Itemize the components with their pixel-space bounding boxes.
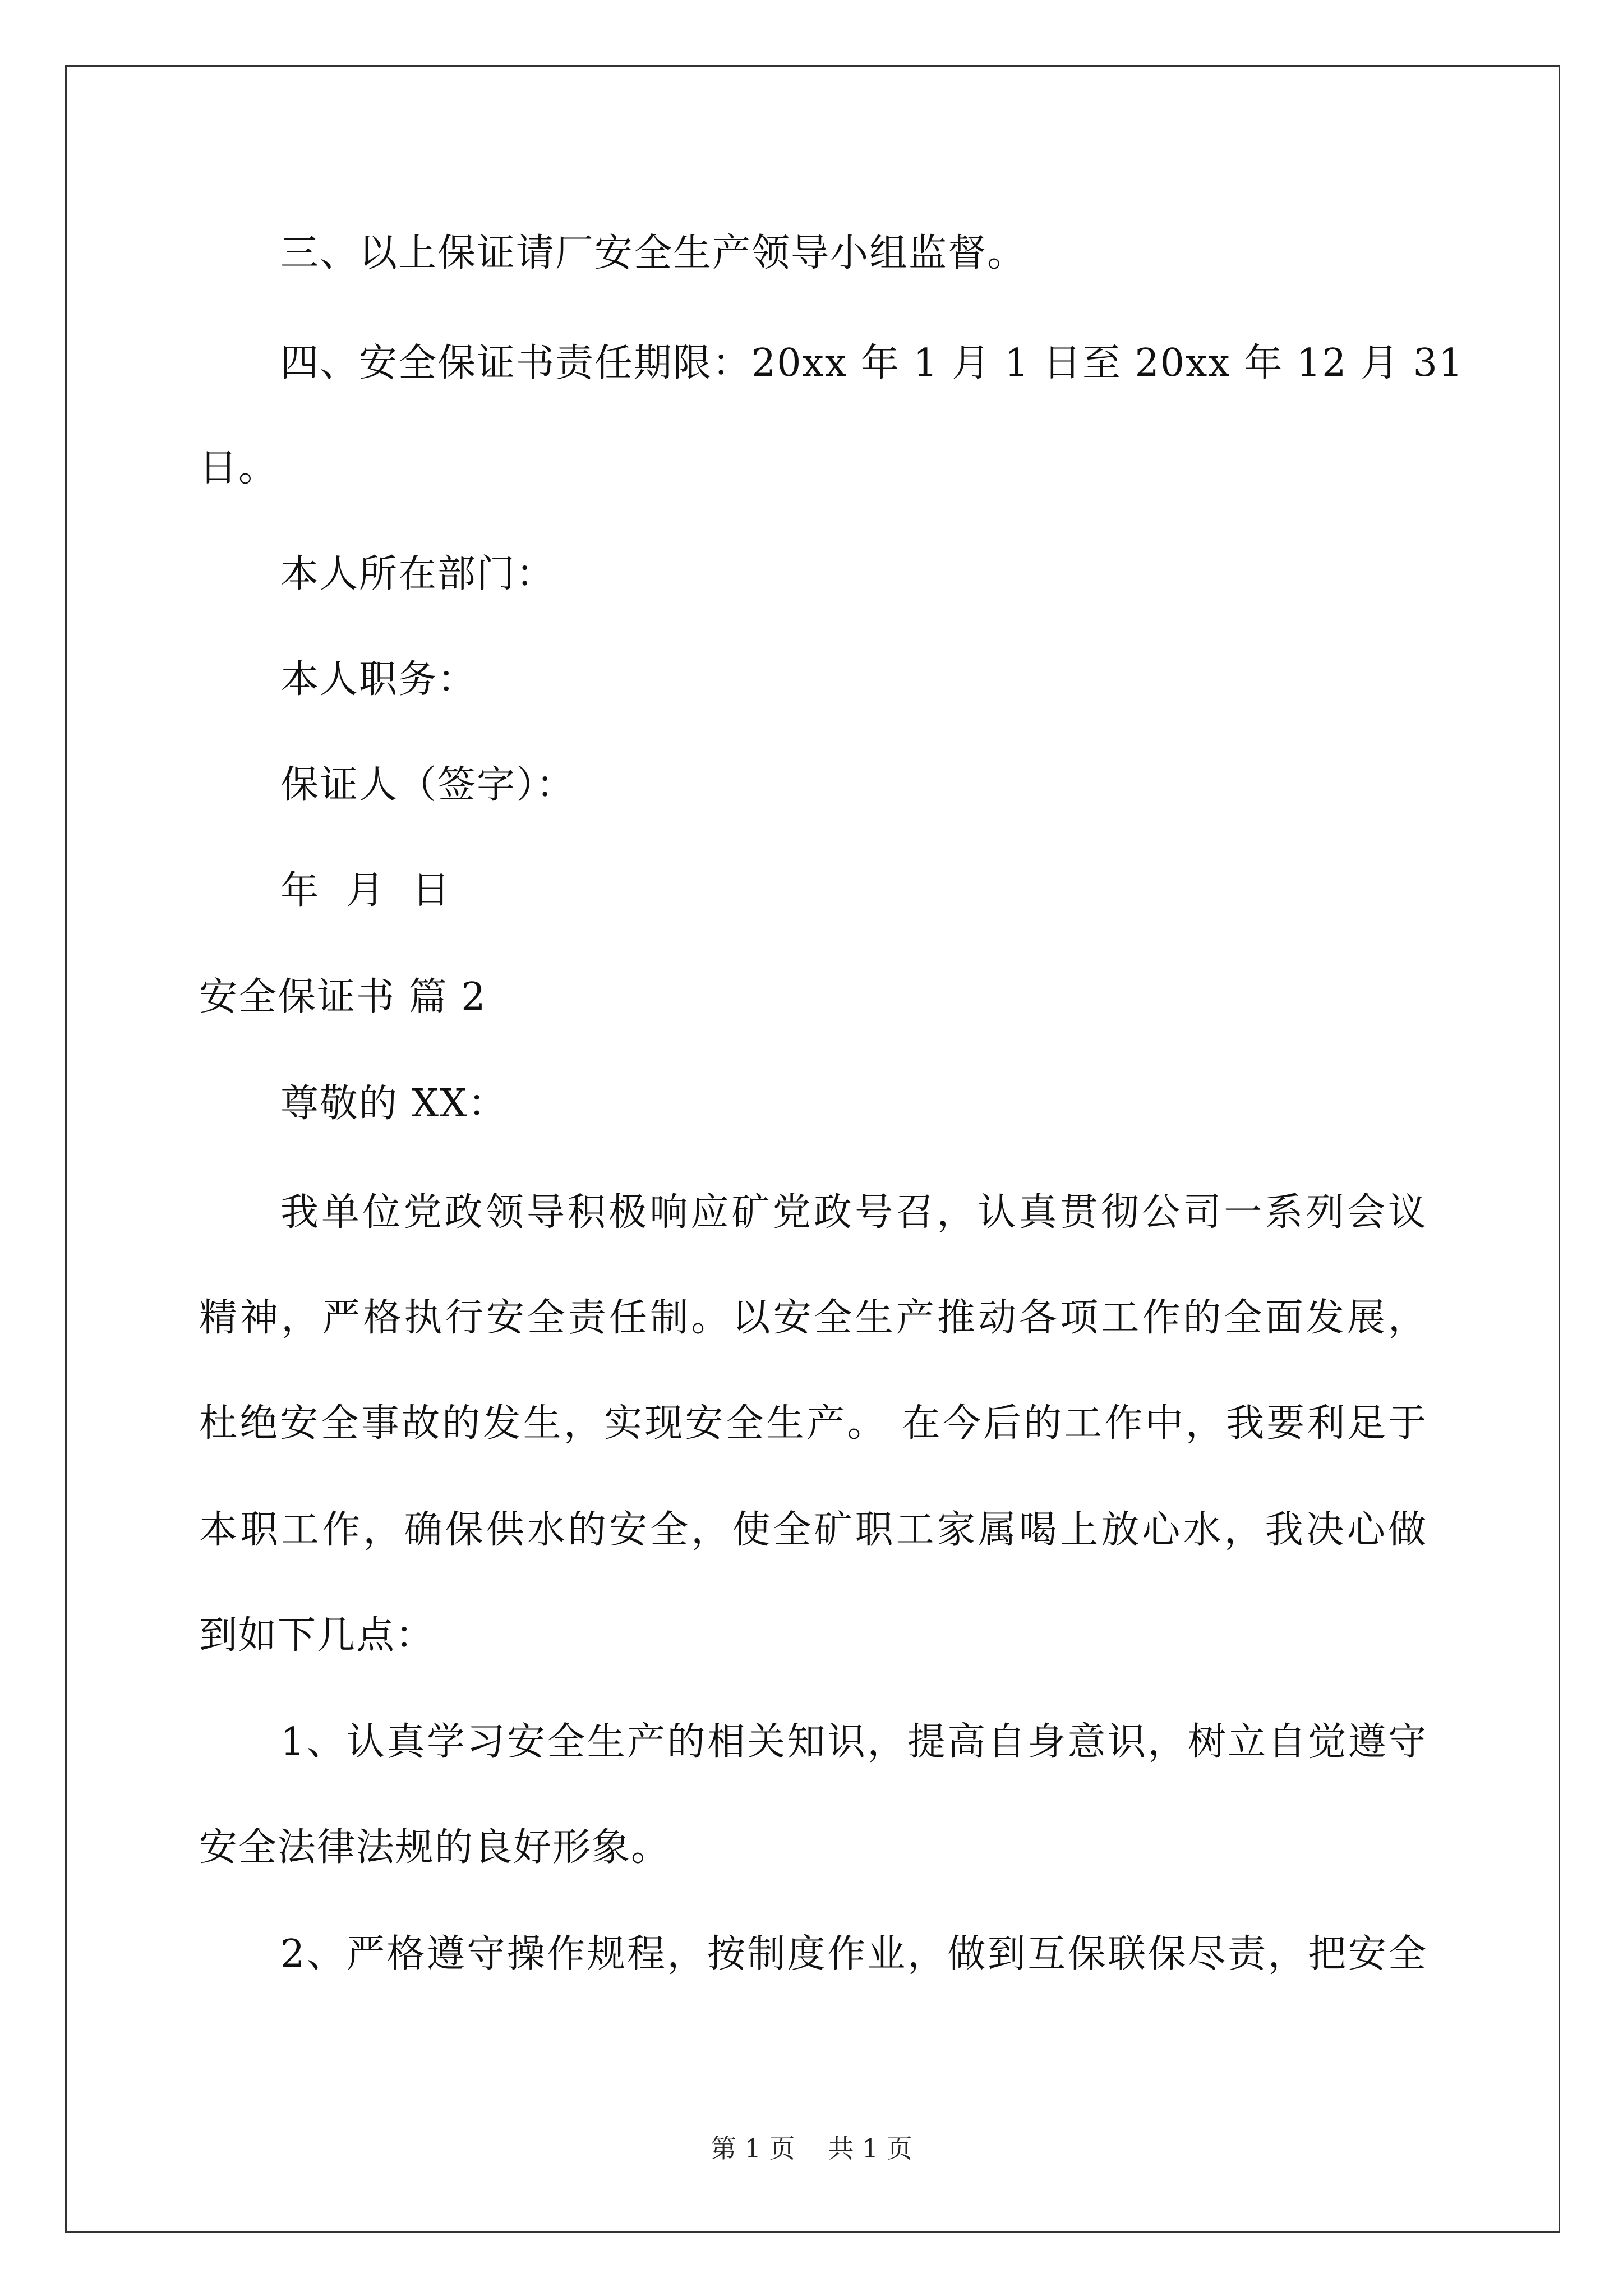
paragraph-line: 我单位党政领导积极响应矿党政号召，认真贯彻公司一系列会议 xyxy=(280,1190,1427,1235)
form-field-label: 本人职务： xyxy=(280,657,477,702)
paragraph-line: 到如下几点： xyxy=(199,1613,435,1658)
paragraph-line: 四、安全保证书责任期限：20xx 年 1 月 1 日至 20xx 年 12 月 31 xyxy=(280,341,1464,385)
date-placeholder: 年 月 日 xyxy=(280,868,451,913)
page-footer xyxy=(0,2132,1623,2165)
salutation: 尊敬的 XX： xyxy=(280,1082,508,1126)
paragraph-line: 日。 xyxy=(199,446,278,490)
paragraph-line: 杜绝安全事故的发生，实现安全生产。 在今后的工作中，我要利足于 xyxy=(199,1401,1427,1446)
page-border xyxy=(65,65,1560,2233)
list-item-line: 1、认真学习安全生产的相关知识，提高自身意识，树立自觉遵守 xyxy=(280,1720,1427,1764)
paragraph-line: 本职工作，确保供水的安全，使全矿职工家属喝上放心水，我决心做 xyxy=(199,1508,1427,1552)
form-field-label: 本人所在部门： xyxy=(280,552,556,596)
page-number: 第 1 页 xyxy=(711,2133,795,2164)
paragraph-line: 精神，严格执行安全责任制。以安全生产推动各项工作的全面发展， xyxy=(199,1296,1427,1340)
form-field-label: 保证人（签字）： xyxy=(280,763,576,807)
section-heading: 安全保证书 篇 2 xyxy=(199,975,487,1019)
paragraph-line: 三、以上保证请厂安全生产领导小组监督。 xyxy=(280,231,1027,275)
page-total: 共 1 页 xyxy=(828,2133,912,2164)
list-item-line: 安全法律法规的良好形象。 xyxy=(199,1825,671,1870)
list-item-line: 2、严格遵守操作规程，按制度作业，做到互保联保尽责，把安全 xyxy=(280,1932,1427,1976)
